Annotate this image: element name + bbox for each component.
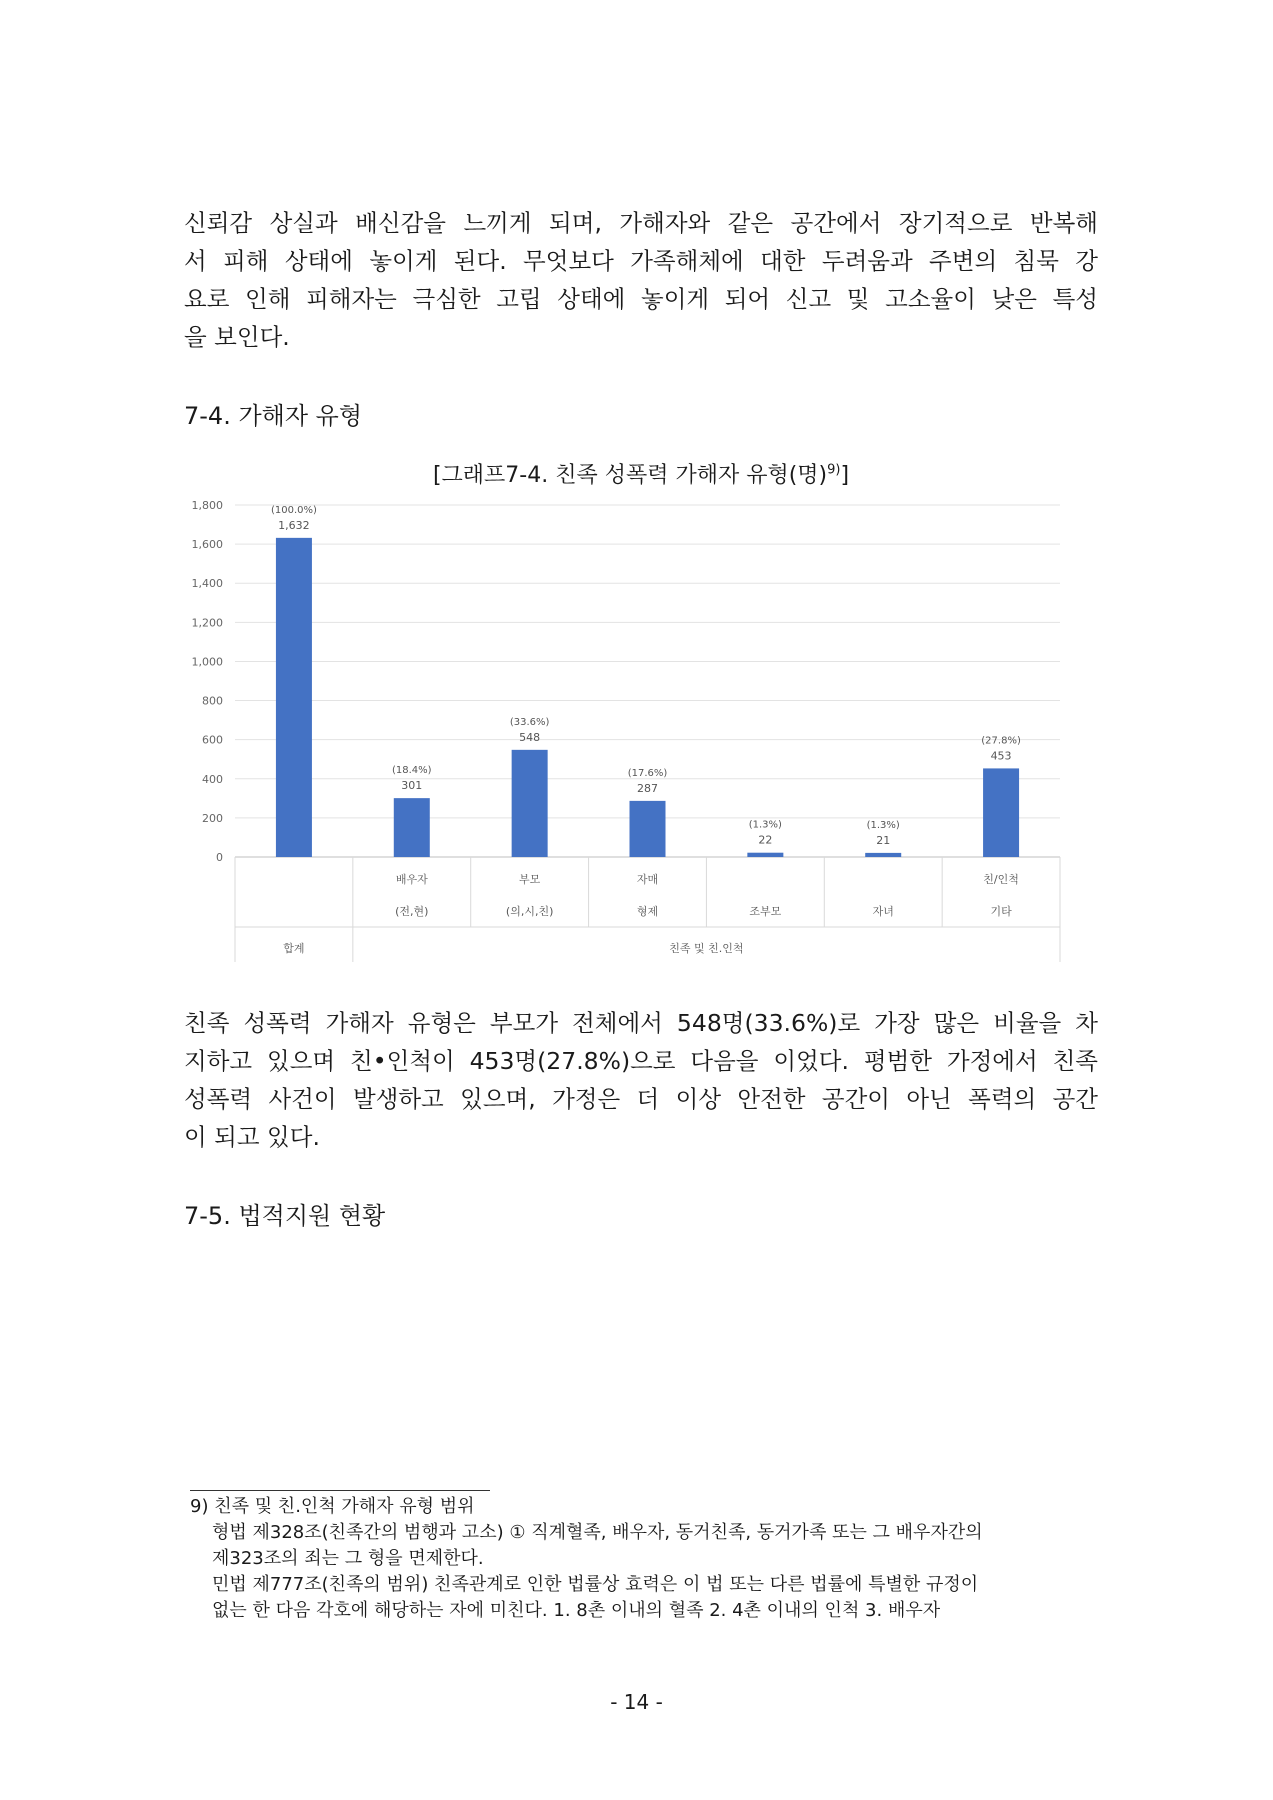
- text-line: 요로 인해 피해자는 극심한 고립 상태에 놓이게 되어 신고 및 고소율이 낮은 특성: [184, 285, 1098, 313]
- footnote-title: 9) 친족 및 친.인척 가해자 유형 범위: [190, 1496, 475, 1517]
- y-tick-label: 1,000: [191, 655, 223, 669]
- category-label: 자매: [636, 873, 659, 886]
- group-label: 친족 및 친.인척: [669, 942, 744, 955]
- data-label: 1,632: [278, 518, 310, 532]
- category-label: 부모: [519, 873, 541, 886]
- bar: [276, 538, 312, 857]
- text-line: 이 되고 있다.: [184, 1123, 320, 1151]
- section-heading-7-4: 7-4. 가해자 유형: [184, 402, 363, 430]
- data-label: 287: [637, 781, 658, 795]
- y-tick-label: 1,800: [191, 499, 223, 512]
- category-label: 친/인척: [983, 873, 1019, 886]
- data-label: 453: [990, 749, 1012, 763]
- data-label: 22: [758, 833, 773, 847]
- data-label: 21: [876, 833, 891, 847]
- chart-title-text: [그래프7-4. 친족 성폭력 가해자 유형(명): [432, 463, 828, 488]
- category-label: (전,현): [395, 905, 429, 918]
- text-line: 신뢰감 상실과 배신감을 느끼게 되며, 가해자와 같은 공간에서 장기적으로 반복해: [184, 209, 1098, 237]
- y-tick-label: 1,600: [191, 538, 223, 552]
- text-line: 을 보인다.: [184, 323, 290, 351]
- percent-label: (27.8%): [981, 735, 1021, 747]
- bar: [394, 798, 430, 857]
- percent-label: (33.6%): [509, 716, 550, 728]
- bar: [512, 750, 548, 857]
- footnote-line: 없는 한 다음 각호에 해당하는 자에 미친다. 1. 8촌 이내의 혈족 2. 4촌 이내의 인척 3. 배우자: [212, 1600, 941, 1621]
- text-line: 친족 성폭력 가해자 유형은 부모가 전체에서 548명(33.6%)로 가장 많은 비율을 차: [184, 1009, 1098, 1037]
- chart-title: [184, 458, 1098, 489]
- footnote-line: 민법 제777조(친족의 범위) 친족관계로 인한 법률상 효력은 이 법 또는 다른 법률에 특별한 규정이: [212, 1574, 979, 1595]
- paragraph-intro: [184, 204, 1098, 356]
- footnotes: [190, 1494, 1100, 1624]
- chart-title-close: ]: [840, 463, 850, 488]
- percent-label: (18.4%): [391, 765, 432, 777]
- category-label: 형제: [636, 905, 659, 918]
- page-number: - 14 -: [610, 1690, 663, 1714]
- group-label: 합계: [283, 942, 305, 955]
- text-line: 성폭력 사건이 발생하고 있으며, 가정은 더 이상 안전한 공간이 아닌 폭력의 공간: [184, 1085, 1098, 1113]
- percent-label: (1.3%): [748, 819, 782, 831]
- y-tick-label: 200: [202, 811, 223, 825]
- bar-chart: [190, 495, 1070, 975]
- percent-label: (100.0%): [270, 504, 317, 516]
- text-line: 지하고 있으며 친•인척이 453명(27.8%)으로 다음을 이었다. 평범한 가정에서 친족: [184, 1047, 1098, 1075]
- text-line: 서 피해 상태에 놓이게 된다. 무엇보다 가족해체에 대한 두려움과 주변의 침묵 강: [184, 247, 1098, 275]
- bar: [983, 768, 1019, 857]
- y-tick-label: 800: [202, 694, 223, 708]
- bar: [630, 801, 666, 857]
- footnote-line: 제323조의 죄는 그 형을 면제한다.: [212, 1548, 484, 1569]
- percent-label: (17.6%): [627, 767, 668, 779]
- y-tick-label: 1,400: [191, 577, 223, 591]
- footnote-line: 형법 제328조(친족간의 범행과 고소) ① 직계혈족, 배우자, 동거친족, 동거가족 또는 그 배우자간의: [212, 1522, 983, 1543]
- data-label: 548: [519, 730, 541, 744]
- bar: [747, 853, 783, 857]
- paragraph-analysis: [184, 1004, 1098, 1156]
- category-label: 조부모: [749, 905, 782, 918]
- category-label: 배우자: [395, 873, 428, 886]
- y-tick-label: 0: [216, 851, 223, 864]
- footnote-ref: 9): [827, 462, 841, 478]
- bar: [865, 853, 901, 857]
- category-label: 자녀: [872, 905, 894, 918]
- percent-label: (1.3%): [866, 819, 900, 831]
- category-label: 기타: [990, 905, 1012, 918]
- category-label: (의,시,친): [505, 905, 554, 918]
- y-tick-label: 600: [202, 733, 223, 747]
- y-tick-label: 1,200: [191, 616, 223, 630]
- section-heading-7-5: 7-5. 법적지원 현황: [184, 1202, 386, 1230]
- footnote-divider: [190, 1490, 490, 1491]
- data-label: 301: [401, 779, 423, 793]
- y-tick-label: 400: [202, 772, 223, 786]
